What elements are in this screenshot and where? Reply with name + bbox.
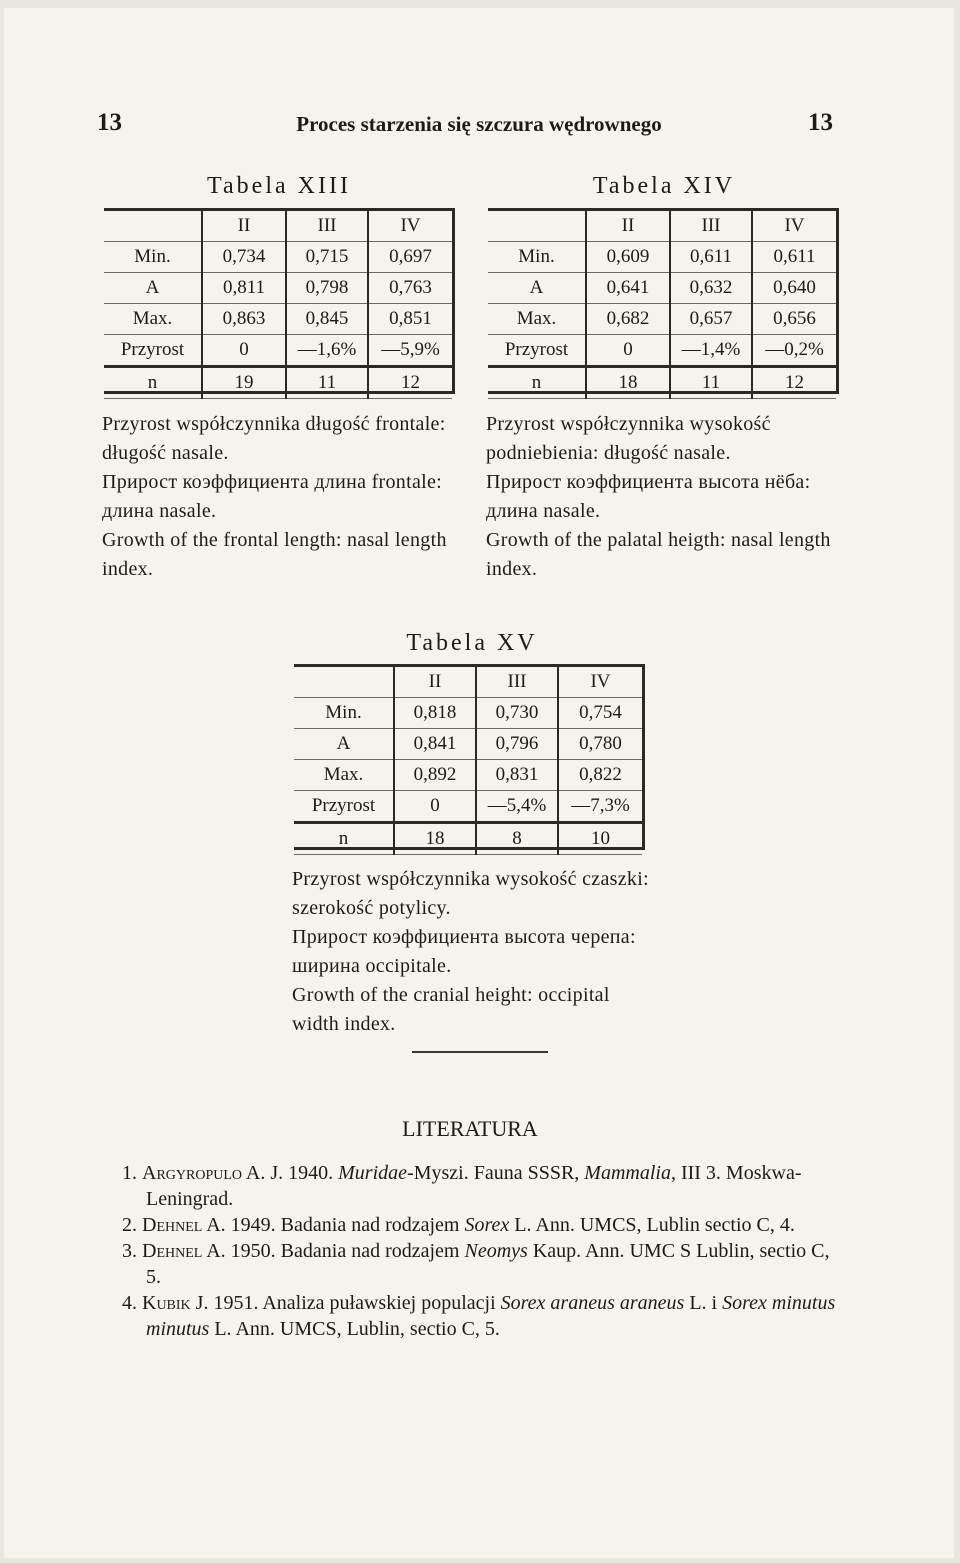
row-label: Max. bbox=[488, 304, 586, 335]
caption-english: Growth of the frontal length: nasal length index. bbox=[102, 529, 447, 580]
table-title: Tabela XIII bbox=[207, 173, 351, 199]
header-cell: II bbox=[586, 211, 670, 242]
header-cell: III bbox=[670, 211, 752, 242]
cell: 0,822 bbox=[558, 760, 642, 791]
cell: 0,730 bbox=[476, 698, 558, 729]
table-row bbox=[104, 304, 452, 335]
cell: —7,3% bbox=[558, 791, 642, 823]
cell: 0,754 bbox=[558, 698, 642, 729]
cell: 0,734 bbox=[202, 242, 286, 273]
caption-english: Growth of the palatal heigth: nasal length index. bbox=[486, 529, 831, 580]
table-caption bbox=[292, 865, 652, 1039]
table-row bbox=[294, 698, 642, 729]
row-label: n bbox=[104, 367, 202, 399]
divider bbox=[412, 1051, 548, 1053]
cell: 0,841 bbox=[394, 729, 476, 760]
cell: 0,715 bbox=[286, 242, 368, 273]
cell: 0,697 bbox=[368, 242, 452, 273]
cell: 0,640 bbox=[752, 273, 836, 304]
caption-polish: Przyrost współczynnika wysokość czaszki: szerokość potylicy. bbox=[292, 868, 649, 919]
running-title: Proces starzenia się szczura wędrownego bbox=[296, 112, 662, 136]
cell: 0,811 bbox=[202, 273, 286, 304]
literature-title: LITERATURA bbox=[402, 1116, 538, 1141]
row-label: Min. bbox=[104, 242, 202, 273]
cell: 18 bbox=[586, 367, 670, 399]
header-cell bbox=[294, 667, 394, 698]
cell: 8 bbox=[476, 823, 558, 855]
header-cell: IV bbox=[752, 211, 836, 242]
table-row bbox=[488, 335, 836, 367]
cell: 0,780 bbox=[558, 729, 642, 760]
row-label: Min. bbox=[294, 698, 394, 729]
reference-item: 3. Dehnel A. 1950. Badania nad rodzajem Neomys Kaup. Ann. UMC S Lublin, sectio C, 5. bbox=[122, 1240, 830, 1288]
header-cell bbox=[104, 211, 202, 242]
table-row bbox=[294, 791, 642, 823]
row-label: n bbox=[294, 823, 394, 855]
table-xiii bbox=[104, 211, 452, 399]
table-caption bbox=[486, 410, 841, 584]
cell: 0,656 bbox=[752, 304, 836, 335]
cell: 0,657 bbox=[670, 304, 752, 335]
row-label: Przyrost bbox=[294, 791, 394, 823]
row-label: A bbox=[488, 273, 586, 304]
reference-item: 2. Dehnel A. 1949. Badania nad rodzajem Sorex L. Ann. UMCS, Lublin sectio C, 4. bbox=[122, 1214, 795, 1236]
cell: 0,892 bbox=[394, 760, 476, 791]
cell: —1,4% bbox=[670, 335, 752, 367]
header-cell: II bbox=[202, 211, 286, 242]
header-cell: III bbox=[286, 211, 368, 242]
cell: —5,4% bbox=[476, 791, 558, 823]
table-row bbox=[294, 823, 642, 855]
header-cell: IV bbox=[368, 211, 452, 242]
cell: —5,9% bbox=[368, 335, 452, 367]
cell: 0,851 bbox=[368, 304, 452, 335]
page bbox=[4, 8, 954, 1558]
cell: 12 bbox=[752, 367, 836, 399]
cell: 0,845 bbox=[286, 304, 368, 335]
cell: 0,818 bbox=[394, 698, 476, 729]
caption-russian: Прирост коэффициента высота нёба: длина nasale. bbox=[486, 471, 811, 522]
reference-item: 1. Argyropulo A. J. 1940. Muridae-Myszi. Fauna SSSR, Mammalia, III 3. Moskwa-Leningrad. bbox=[122, 1162, 802, 1210]
table-row bbox=[488, 242, 836, 273]
table-row bbox=[104, 335, 452, 367]
table-row bbox=[104, 273, 452, 304]
cell: 0,609 bbox=[586, 242, 670, 273]
cell: 0,641 bbox=[586, 273, 670, 304]
cell: 0 bbox=[394, 791, 476, 823]
cell: 18 bbox=[394, 823, 476, 855]
cell: 0,796 bbox=[476, 729, 558, 760]
caption-english: Growth of the cranial height: occipital width index. bbox=[292, 984, 610, 1035]
table-caption bbox=[102, 410, 462, 584]
table-xiv bbox=[488, 211, 836, 399]
table-row bbox=[294, 729, 642, 760]
table-row bbox=[488, 367, 836, 399]
cell: 0,611 bbox=[752, 242, 836, 273]
page-number-right: 13 bbox=[808, 109, 833, 136]
table-row bbox=[488, 273, 836, 304]
row-label: A bbox=[294, 729, 394, 760]
cell: 0,831 bbox=[476, 760, 558, 791]
cell: 0 bbox=[586, 335, 670, 367]
table-row bbox=[294, 760, 642, 791]
caption-russian: Прирост коэффициента высота черепа: ширина occipitale. bbox=[292, 926, 636, 977]
row-label: Max. bbox=[104, 304, 202, 335]
reference-list bbox=[116, 1160, 846, 1342]
cell: 0,632 bbox=[670, 273, 752, 304]
cell: 0,611 bbox=[670, 242, 752, 273]
row-label: Przyrost bbox=[488, 335, 586, 367]
cell: 11 bbox=[670, 367, 752, 399]
table-row bbox=[104, 242, 452, 273]
cell: 0,682 bbox=[586, 304, 670, 335]
table-title: Tabela XIV bbox=[592, 173, 736, 199]
cell: —1,6% bbox=[286, 335, 368, 367]
caption-polish: Przyrost współczynnika długość frontale: długość nasale. bbox=[102, 413, 446, 464]
caption-russian: Прирост коэффициента длина frontale: длина nasale. bbox=[102, 471, 443, 522]
table-row bbox=[488, 304, 836, 335]
cell: —0,2% bbox=[752, 335, 836, 367]
row-label: Min. bbox=[488, 242, 586, 273]
table-row bbox=[104, 367, 452, 399]
header-cell bbox=[488, 211, 586, 242]
row-label: Przyrost bbox=[104, 335, 202, 367]
row-label: n bbox=[488, 367, 586, 399]
cell: 10 bbox=[558, 823, 642, 855]
row-label: A bbox=[104, 273, 202, 304]
header-cell: III bbox=[476, 667, 558, 698]
caption-polish: Przyrost współczynnika wysokość podniebienia: długość nasale. bbox=[486, 413, 771, 464]
cell: 12 bbox=[368, 367, 452, 399]
table-xv bbox=[294, 667, 642, 855]
table-title: Tabela XV bbox=[406, 630, 538, 656]
cell: 0,863 bbox=[202, 304, 286, 335]
cell: 0 bbox=[202, 335, 286, 367]
row-label: Max. bbox=[294, 760, 394, 791]
cell: 0,763 bbox=[368, 273, 452, 304]
header-cell: IV bbox=[558, 667, 642, 698]
page-number-left: 13 bbox=[97, 109, 122, 136]
header-cell: II bbox=[394, 667, 476, 698]
cell: 0,798 bbox=[286, 273, 368, 304]
cell: 19 bbox=[202, 367, 286, 399]
cell: 11 bbox=[286, 367, 368, 399]
reference-item: 4. Kubik J. 1951. Analiza puławskiej populacji Sorex araneus araneus L. i Sorex minutus minutus L. Ann. UMCS, Lublin, sectio C, 5. bbox=[122, 1292, 836, 1340]
